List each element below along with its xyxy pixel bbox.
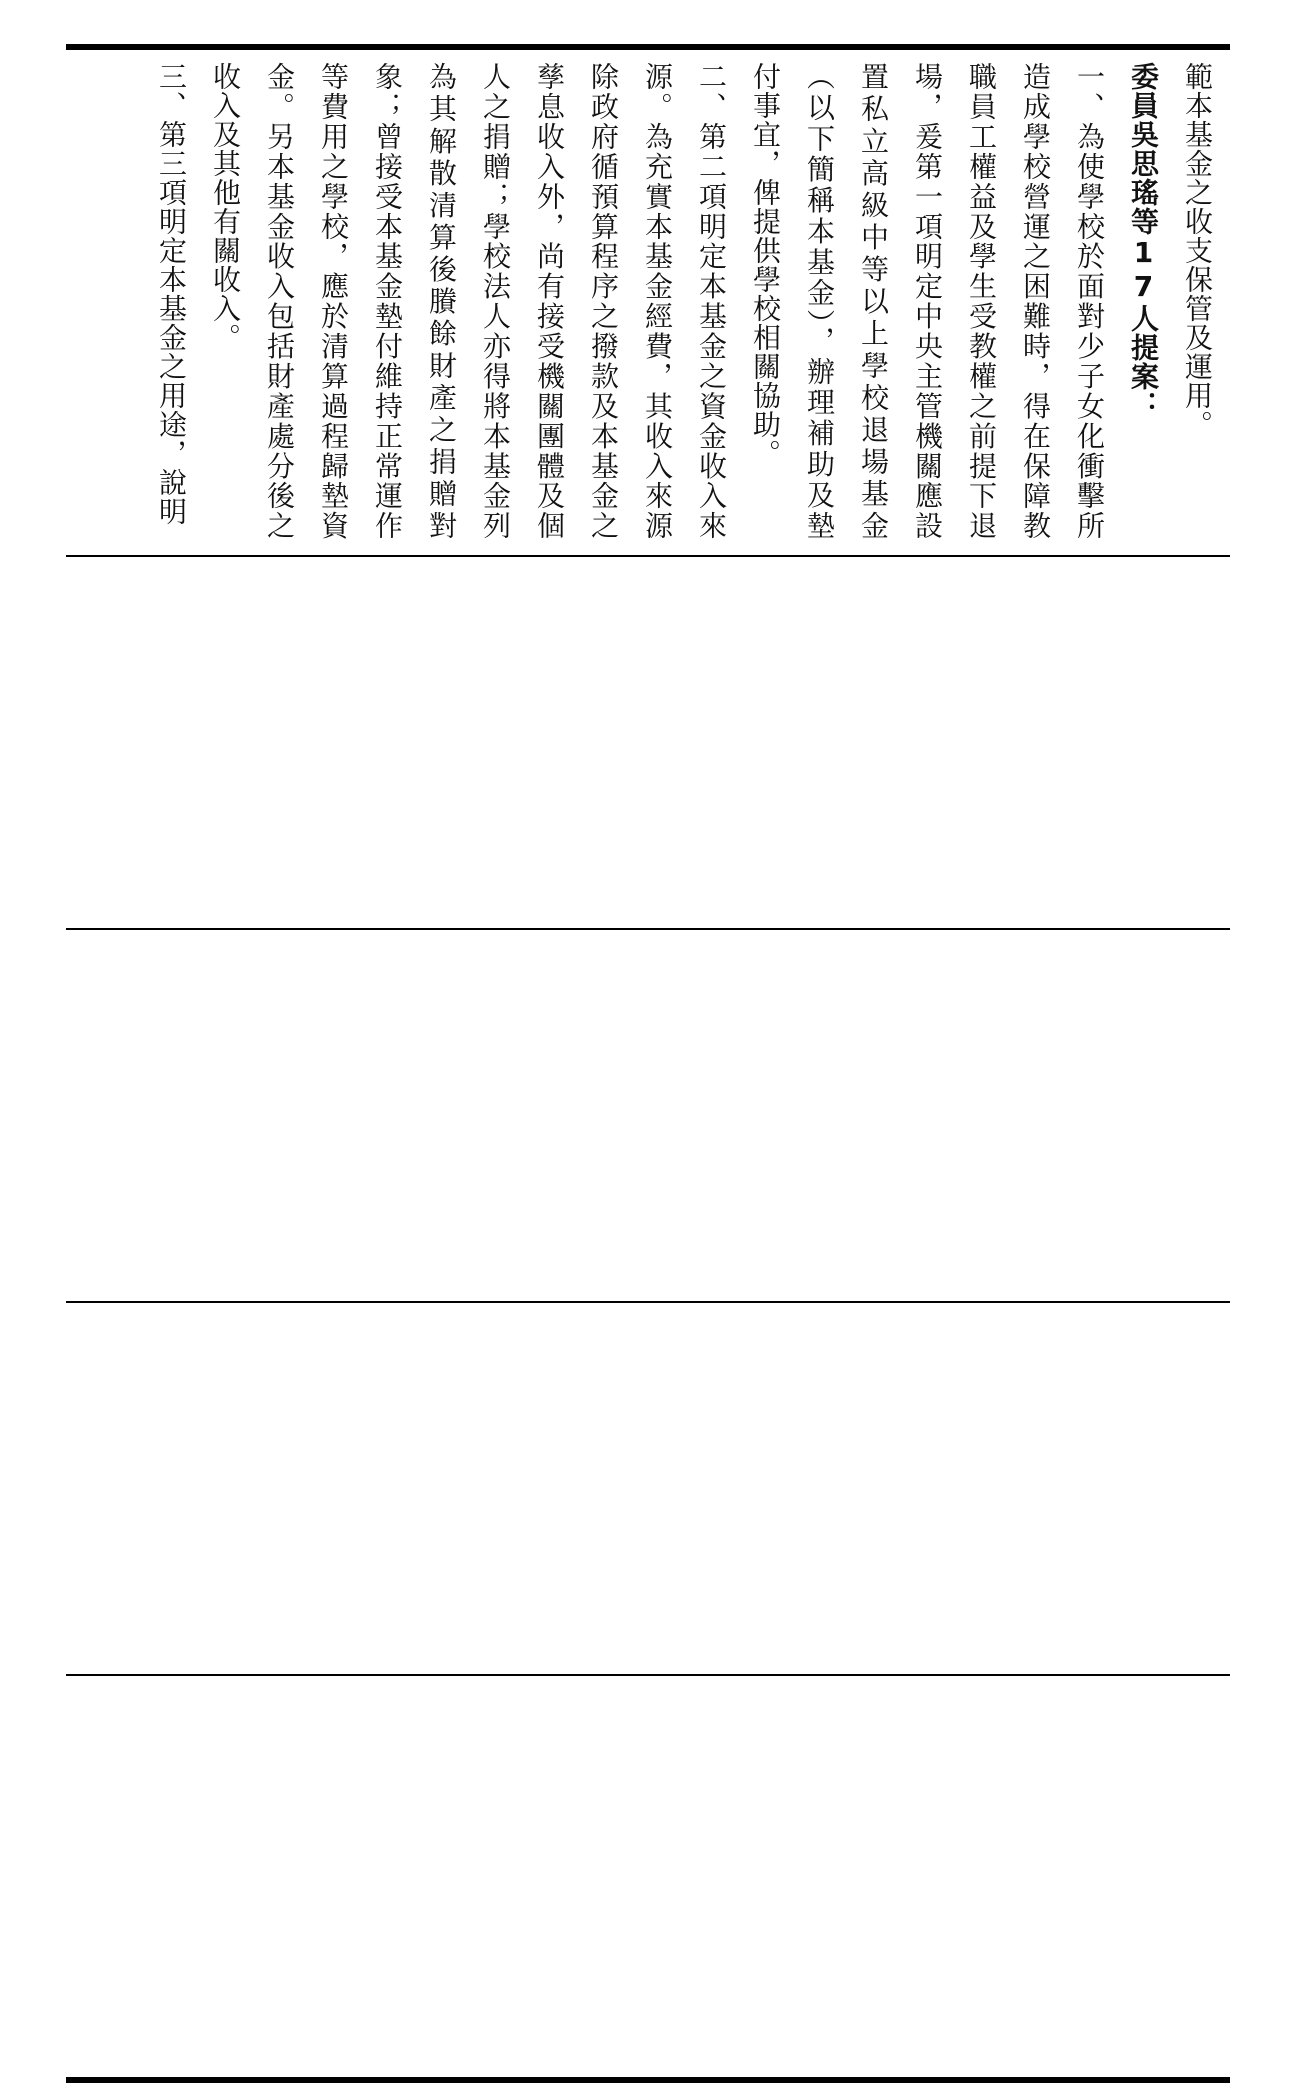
proposal-heading: 委員吳思瑤等17人提案：	[1127, 62, 1160, 420]
table-cell-proposal	[66, 52, 1230, 552]
table-cell-empty-2	[66, 930, 1230, 1300]
table-cell-empty-1	[66, 557, 1230, 927]
table-cell-empty-4	[66, 1676, 1230, 2076]
table-top-border	[66, 44, 1230, 50]
explanation-item-3: 三、第三項明定本基金之用途，說明	[155, 62, 188, 526]
explanation-item-2: 二、第二項明定本基金之資金收入來源。為充實本基金經費，其收入來源除政府循預算程序之撥款及本基金之孳息收入外，尚有接受機關團體及個人之捐贈；學校法人亦得將本基金列為其解散清算後賸餘財產之捐贈對象；曾接受本基金墊付維持正常運作等費用之學校，應於清算過程歸墊資金。另本基金收入包括財產處分後之收入及其他有關收入。	[209, 62, 728, 540]
intro-line: 範本基金之收支保管及運用。	[1181, 62, 1214, 439]
table-bottom-border	[66, 2077, 1230, 2083]
vertical-text-column	[144, 62, 1224, 540]
table-cell-empty-3	[66, 1303, 1230, 1673]
explanation-item-1: 一、為使學校於面對少子女化衝擊所造成學校營運之困難時，得在保障教職員工權益及學生受教權之前提下退場，爰第一項明定中央主管機關應設置私立高級中等以上學校退場基金（以下簡稱本基金），辦理補助及墊付事宜，俾提供學校相關協助。	[749, 62, 1106, 540]
